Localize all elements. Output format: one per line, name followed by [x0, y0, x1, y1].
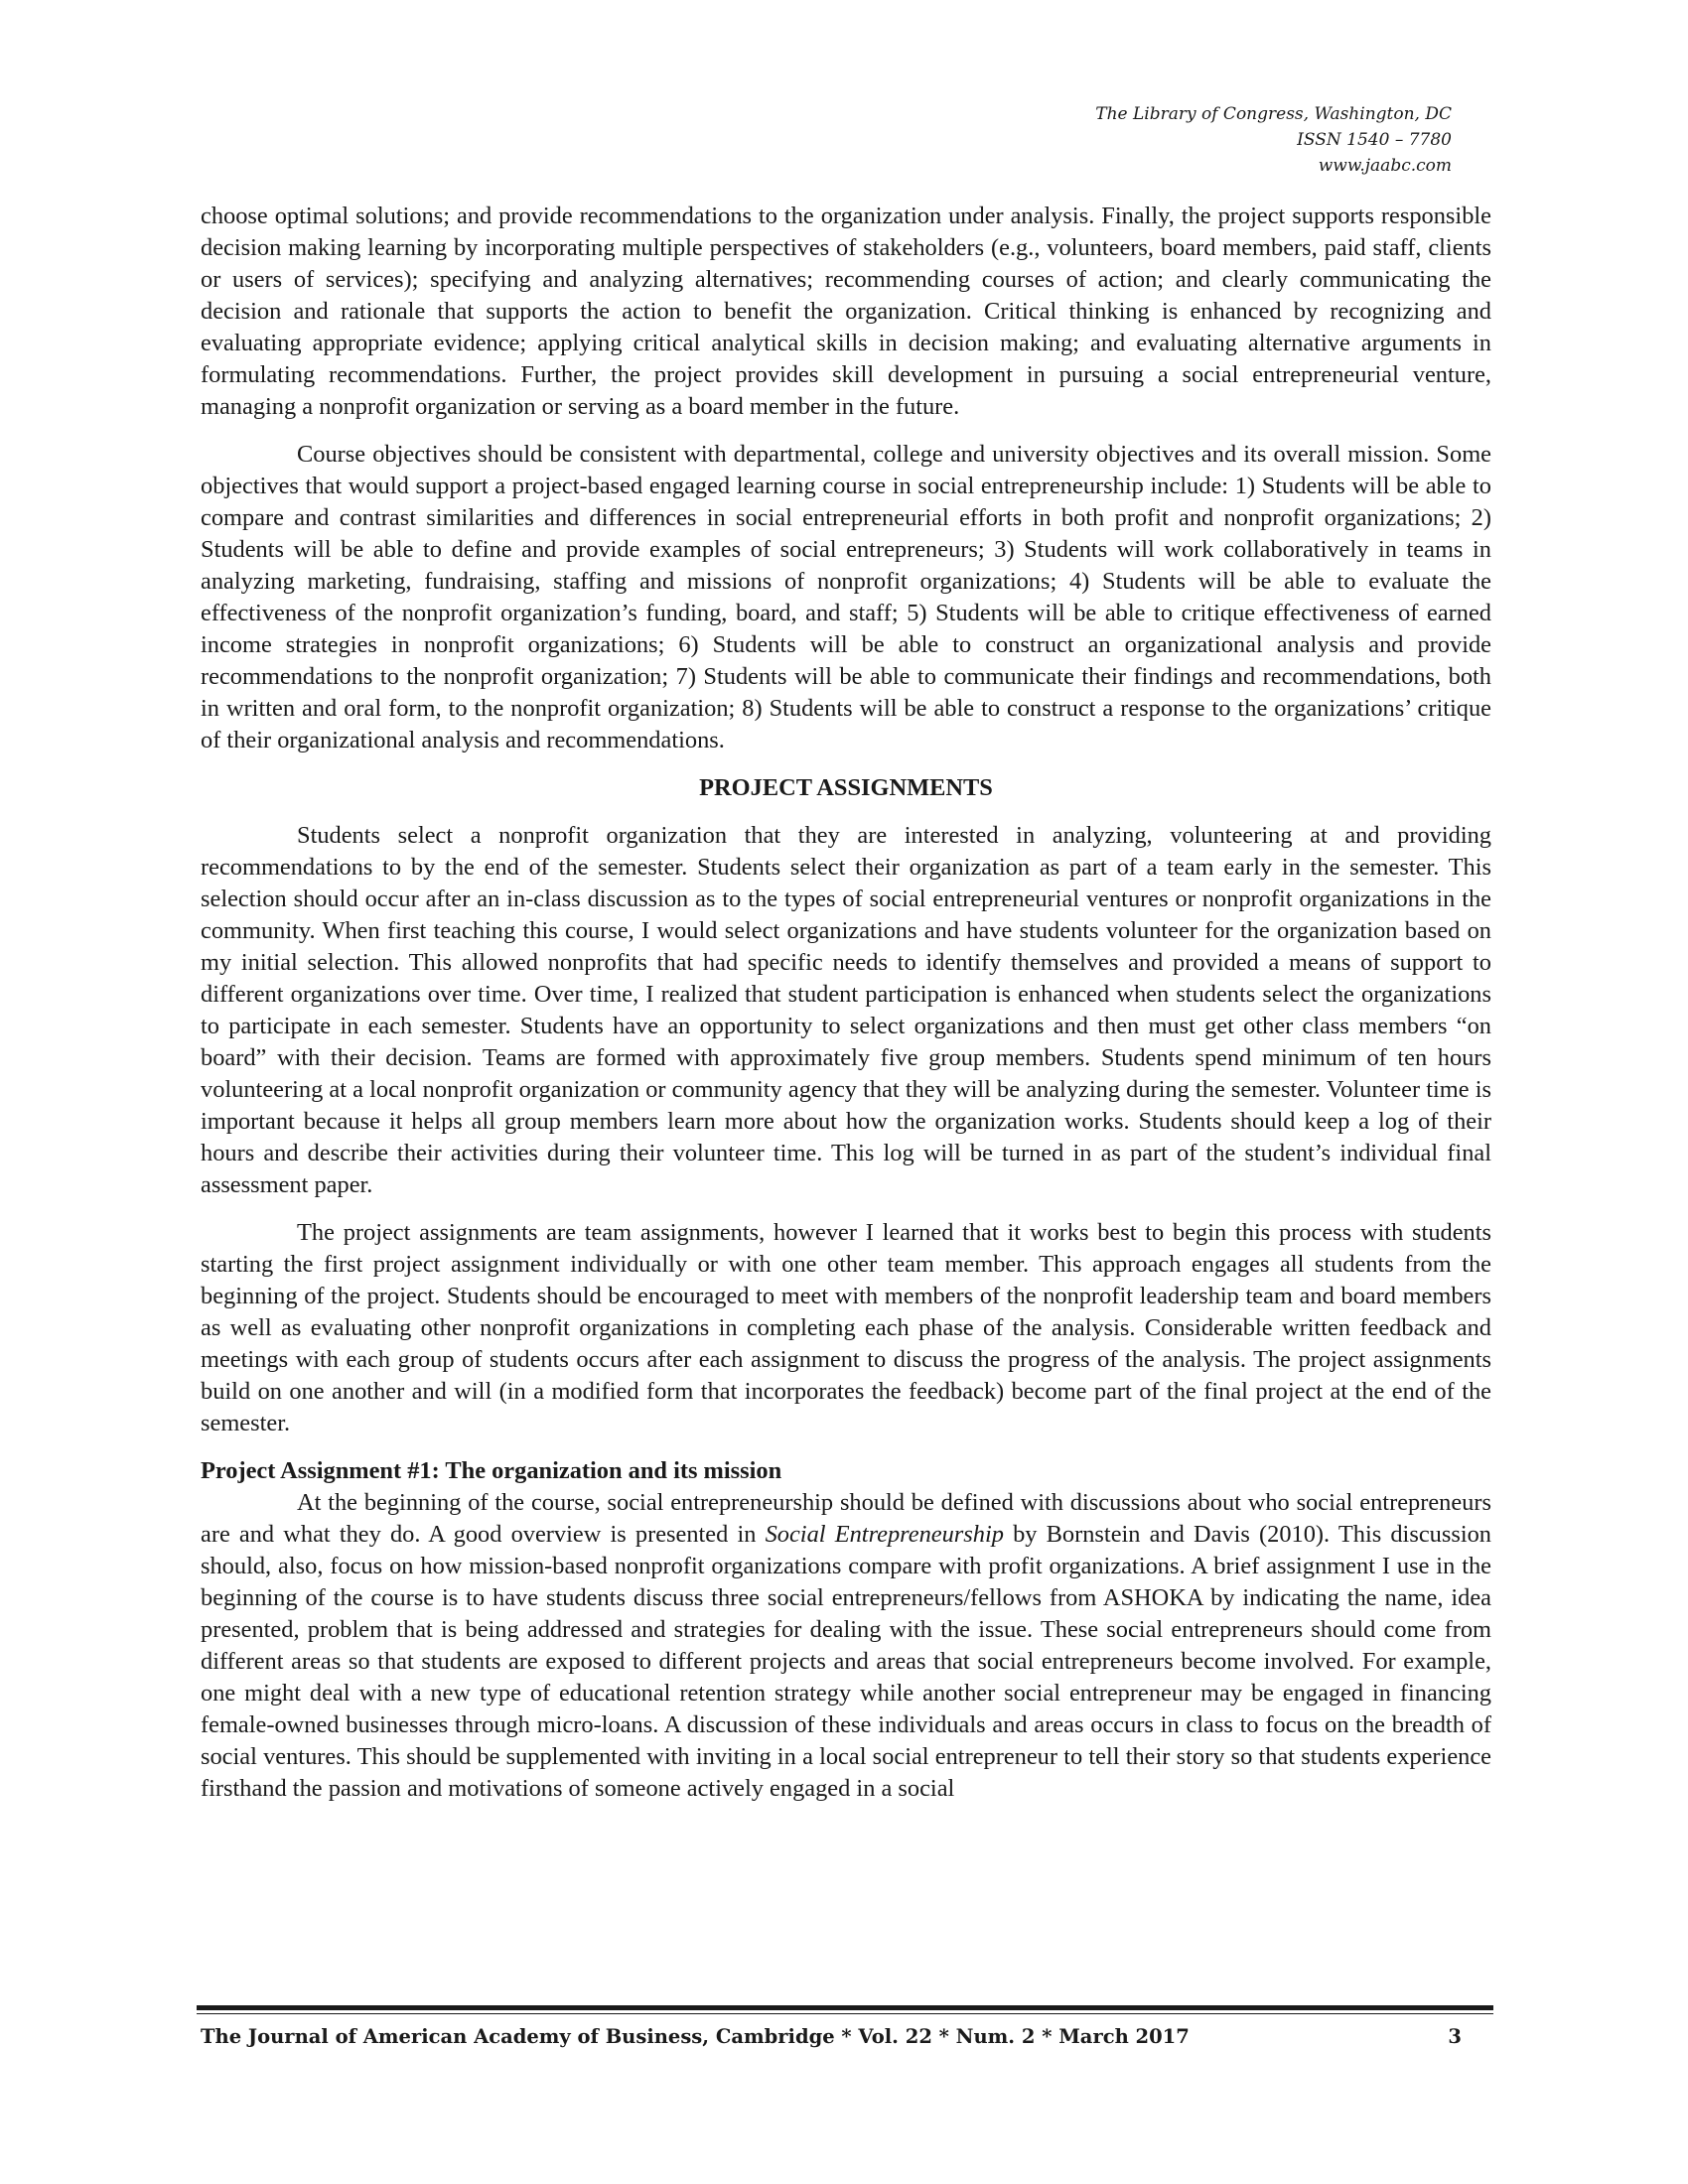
paragraph-course-objectives: Course objectives should be consistent with departmental, college and university objectives and its overall mission. Some objectives that would support a project-based engaged learning course in social entrepreneurship include: 1) Students will be able to compare and contrast similarities and differences in social entrepreneurial efforts in both profit and nonprofit organizations; 2) Students will be able to define and provide examples of social entrepreneurs; 3) Students will work collaboratively in teams in analyzing marketing, fundraising, staffing and missions of nonprofit organizations; 4) Students will be able to evaluate the effectiveness of the nonprofit organization’s funding, board, and staff; 5) Students will be able to critique effectiveness of earned income strategies in nonprofit organizations; 6) Students will be able to construct an organizational analysis and provide recommendations to the nonprofit organization; 7) Students will be able to communicate their findings and recommendations, both in written and oral form, to the nonprofit organization; 8) Students will be able to construct a response to the organizations’ critique of their organizational analysis and recommendations.	[201, 441, 1491, 753]
paragraph-organization-selection: Students select a nonprofit organization that they are interested in analyzing, volunteering at and providing recommendations to by the end of the semester. Students select their organization as part of a team early in the semester. This selection should occur after an in-class discussion as to the types of social entrepreneurial ventures or nonprofit organizations in the community. When first teaching this course, I would select organizations and have students volunteer for the organization based on my initial selection. This allowed nonprofits that had specific needs to identify themselves and provided a means of support to different organizations over time. Over time, I realized that student participation is enhanced when students select the organizations to participate in each semester. Students have an opportunity to select organizations and then must get other class members “on board” with their decision. Teams are formed with approximately five group members. Students spend minimum of ten hours volunteering at a local nonprofit organization or community agency that they will be analyzing during the semester. Volunteer time is important because it helps all group members learn more about how the organization works. Students should keep a log of their hours and describe their activities during their volunteer time. This log will be turned in as part of the student’s individual final assessment paper.	[201, 822, 1491, 1198]
section-heading: PROJECT ASSIGNMENTS	[699, 774, 993, 801]
header-library-line: The Library of Congress, Washington, DC	[1095, 104, 1452, 124]
paragraph-text: by Bornstein and Davis (2010). This discussion should, also, focus on how mission-based nonprofit organizations compare with profit organizations. A brief assignment I use in the beginning of the course is to have students discuss three social entrepreneurs/fellows from ASHOKA by indicating the name, idea presented, problem that is being addressed and strategies for dealing with the issue. These social entrepreneurs should come from different areas so that students are exposed to different projects and areas that social entrepreneurs become involved. For example, one might deal with a new type of educational retention strategy while another social entrepreneur may be engaged in financing female-owned businesses through micro-loans. A discussion of these individuals and areas occurs in class to focus on the breadth of social ventures. This should be supplemented with inviting in a local social entrepreneur to tell their story so that students experience firsthand the passion and motivations of someone actively engaged in a social	[201, 1521, 1491, 1802]
article-body	[201, 201, 1491, 1821]
header-issn-line: ISSN 1540 – 7780	[1297, 130, 1452, 150]
paragraph-assignment-one	[201, 1487, 1491, 1805]
header-website-line: www.jaabc.com	[1318, 156, 1452, 176]
book-title: Social Entrepreneurship	[765, 1521, 1004, 1548]
running-header	[1095, 101, 1452, 179]
page-number: 3	[1448, 2025, 1462, 2048]
journal-citation: The Journal of American Academy of Business, Cambridge * Vol. 22 * Num. 2 * March 2017	[201, 2025, 1190, 2048]
subsection-heading: Project Assignment #1: The organization and its mission	[201, 1457, 782, 1484]
running-footer	[201, 2025, 1491, 2055]
paragraph-team-assignments: The project assignments are team assignments, however I learned that it works best to begin this process with students starting the first project assignment individually or with one other team member. This approach engages all students from the beginning of the project. Students should be encouraged to meet with members of the nonprofit leadership team and board members as well as evaluating other nonprofit organizations in completing each phase of the analysis. Considerable written feedback and meetings with each group of students occurs after each assignment to discuss the progress of the analysis. The project assignments build on one another and will (in a modified form that incorporates the feedback) become part of the final project at the end of the semester.	[201, 1219, 1491, 1436]
footer-rule	[197, 2005, 1493, 2014]
paragraph-text: At the beginning of the course, social entrepreneurship should be defined with discussions about who social entrepreneurs are and what they do. A good overview is presented in	[201, 1489, 1491, 1548]
paragraph-continuation: choose optimal solutions; and provide recommendations to the organization under analysis. Finally, the project supports responsible decision making learning by incorporating multiple perspectives of stakeholders (e.g., volunteers, board members, paid staff, clients or users of services); specifying and analyzing alternatives; recommending courses of action; and clearly communicating the decision and rationale that supports the action to benefit the organization. Critical thinking is enhanced by recognizing and evaluating appropriate evidence; applying critical analytical skills in decision making; and evaluating alternative arguments in formulating recommendations. Further, the project provides skill development in pursuing a social entrepreneurial venture, managing a nonprofit organization or serving as a board member in the future.	[201, 203, 1491, 420]
